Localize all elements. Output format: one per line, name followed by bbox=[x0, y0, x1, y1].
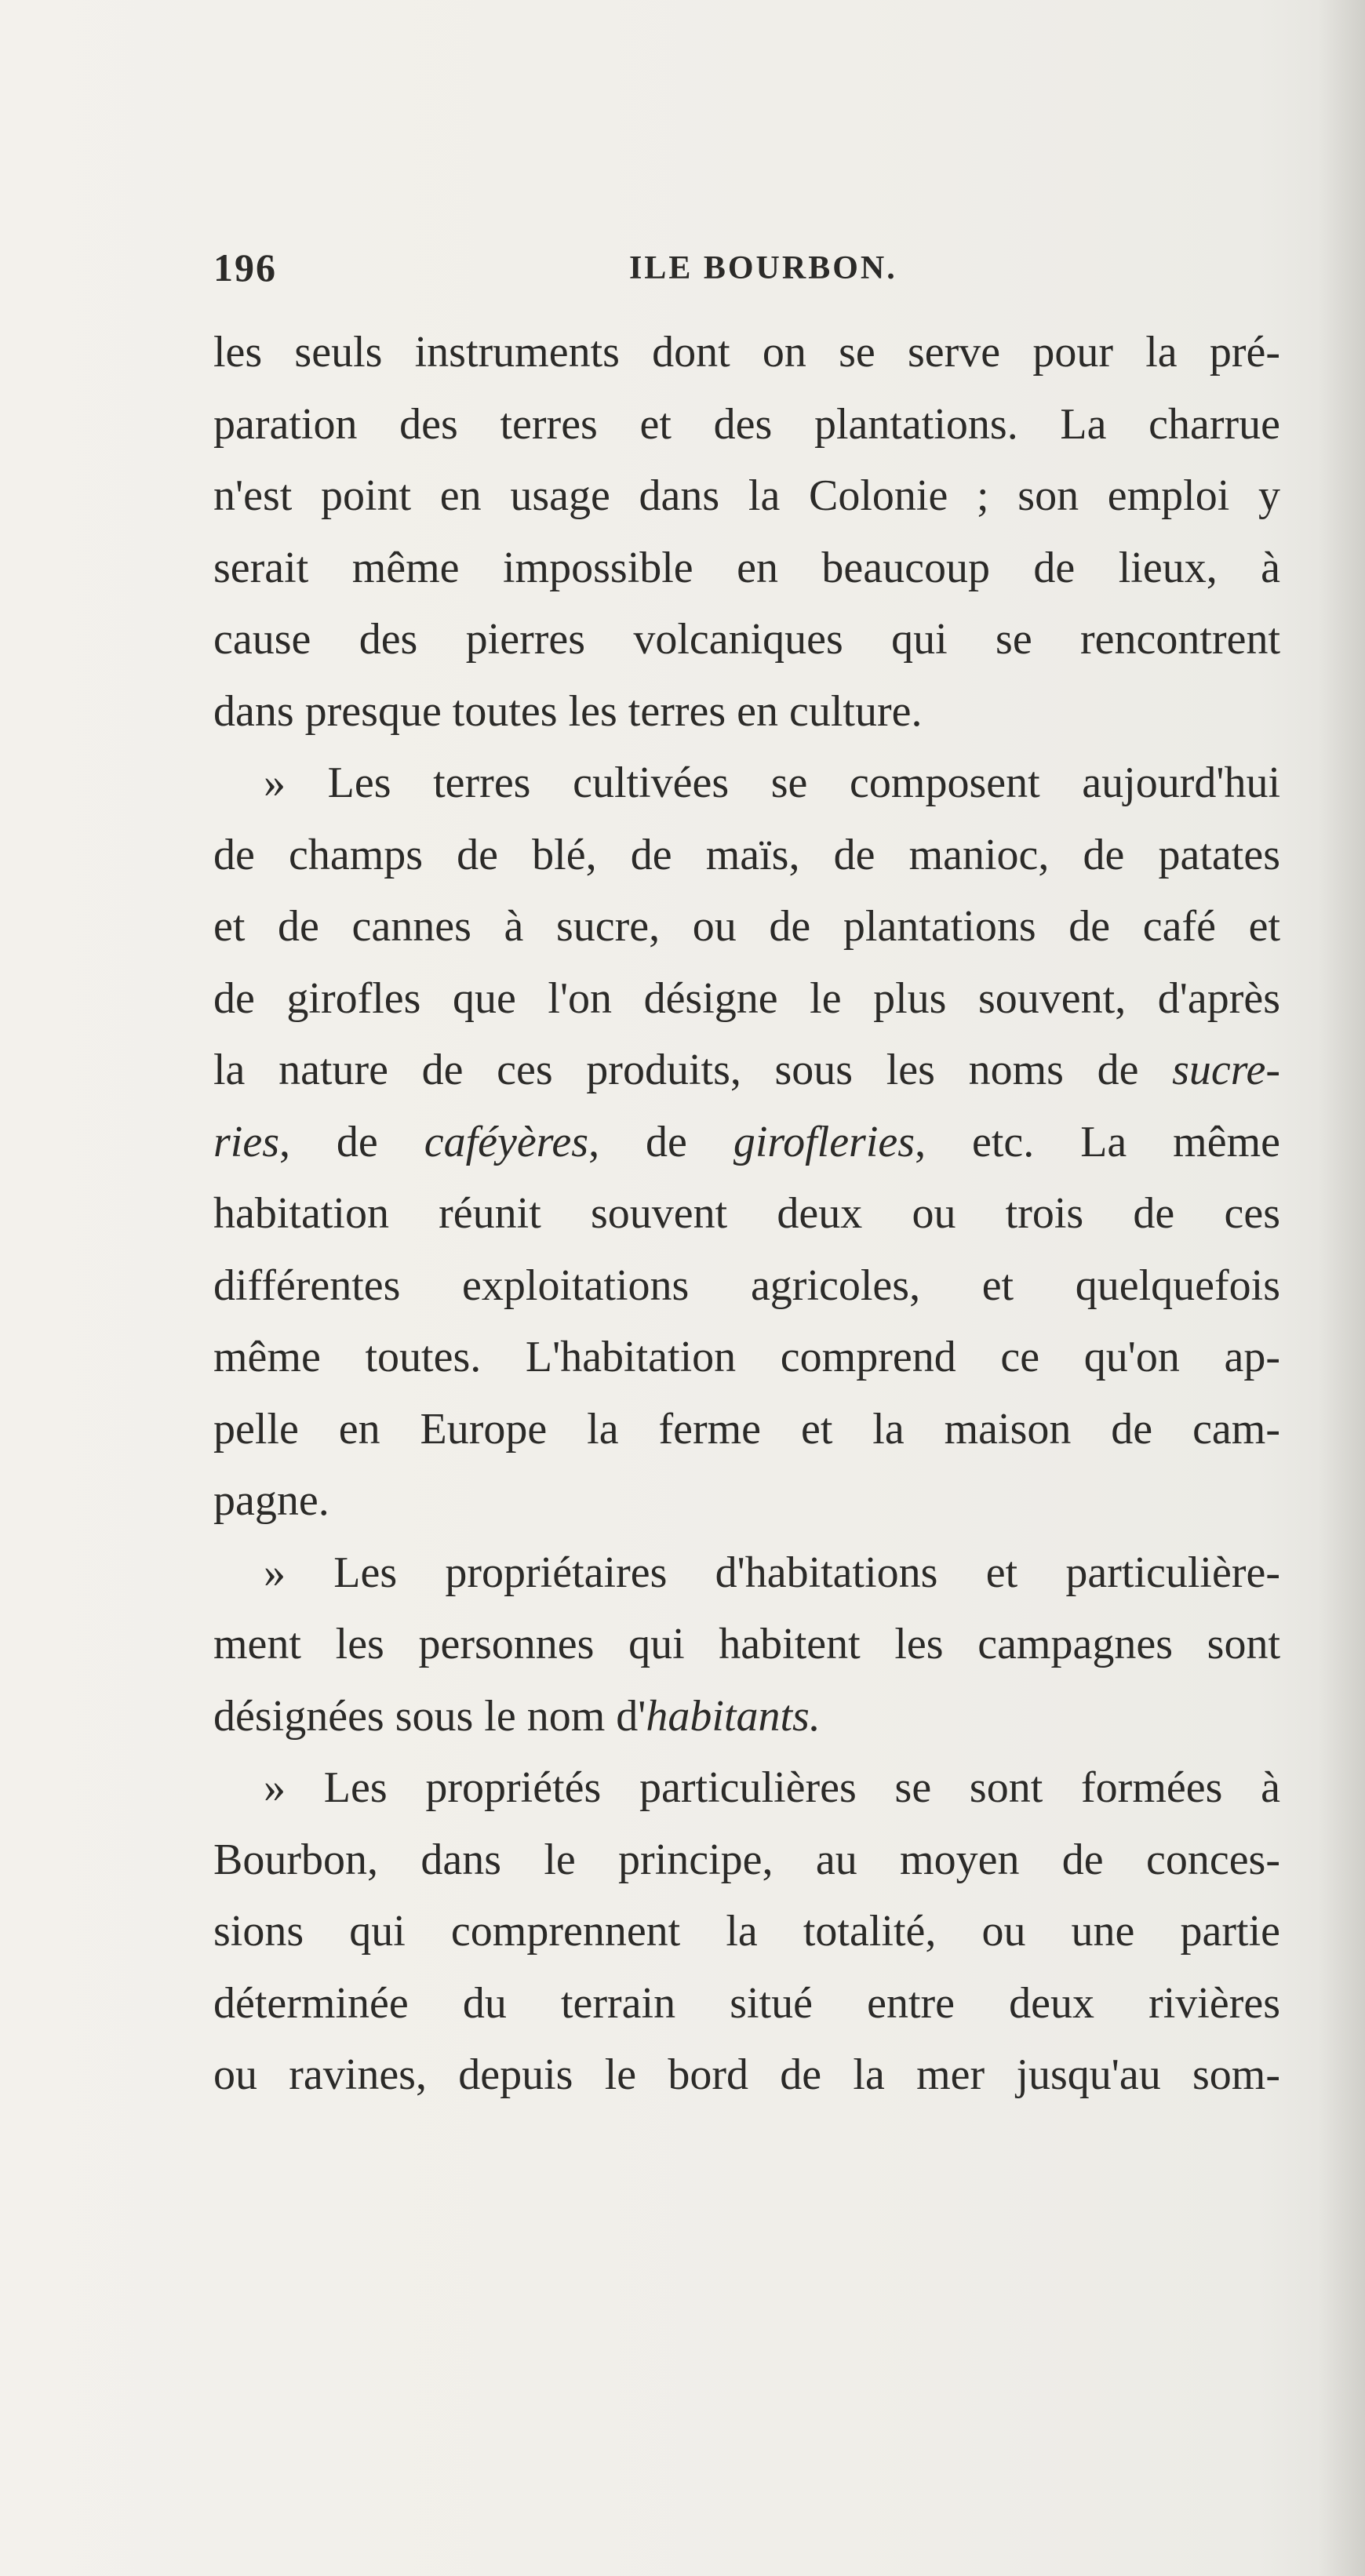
text-line: même toutes. L'habitation comprend ce qu'on ap- bbox=[213, 1333, 1280, 1381]
text-line: différentes exploitations agricoles, et quelquefois bbox=[213, 1261, 1280, 1310]
text-segment: la nature de ces produits, sous les noms de bbox=[213, 1046, 1139, 1094]
italic-term: girofleries bbox=[733, 1117, 915, 1166]
text-line: habitation réunit souvent deux ou trois de ces bbox=[213, 1189, 1280, 1238]
text-segment: d' bbox=[616, 1691, 646, 1741]
text-line: de champs de blé, de maïs, de manioc, de patates bbox=[213, 830, 1280, 879]
text-line: les seuls instruments dont on se serve pour la pré- bbox=[213, 328, 1280, 377]
text-line: ment les personnes qui habitent les campagnes sont bbox=[213, 1620, 1280, 1668]
page-number: 196 bbox=[213, 246, 277, 289]
text-line: de girofles que l'on désigne le plus souvent, d'après bbox=[213, 973, 1280, 1023]
text-segment: désignées sous le nom bbox=[213, 1691, 606, 1741]
text-segment: , de bbox=[588, 1117, 687, 1166]
running-head: ILE BOURBON. bbox=[629, 250, 897, 286]
text-line: serait même impossible en beaucoup de lieux, à bbox=[213, 543, 1280, 592]
text-line: ou ravines, depuis le bord de la mer jusqu'au som- bbox=[213, 2050, 1280, 2099]
body-text bbox=[213, 317, 1280, 2112]
text-line: sions qui comprennent la totalité, ou une partie bbox=[213, 1907, 1280, 1956]
italic-term: habitants. bbox=[646, 1691, 821, 1741]
text-line-mixed bbox=[213, 1681, 1280, 1753]
text-line: déterminée du terrain situé entre deux rivières bbox=[213, 1978, 1280, 2028]
text-line-mixed bbox=[213, 1035, 1280, 1107]
text-line: pagne. bbox=[213, 1476, 329, 1525]
italic-term: ries bbox=[213, 1117, 279, 1166]
text-line: Bourbon, dans le principe, au moyen de conces- bbox=[213, 1835, 1280, 1884]
text-line: » Les propriétés particulières se sont formées à bbox=[264, 1763, 1280, 1812]
page-edge-shadow bbox=[1318, 0, 1365, 2576]
text-segment: , etc. La même bbox=[915, 1117, 1281, 1166]
text-line: n'est point en usage dans la Colonie ; son emploi y bbox=[213, 471, 1280, 520]
text-line: » Les terres cultivées se composent aujourd'hui bbox=[264, 759, 1280, 807]
italic-term: caféyères bbox=[424, 1117, 589, 1166]
text-line: » Les propriétaires d'habitations et particulière- bbox=[264, 1548, 1280, 1597]
italic-term: sucre- bbox=[1172, 1046, 1281, 1094]
text-line: dans presque toutes les terres en culture. bbox=[213, 686, 923, 736]
text-segment: , de bbox=[279, 1117, 378, 1166]
text-line: pelle en Europe la ferme et la maison de cam- bbox=[213, 1404, 1280, 1454]
text-line: cause des pierres volcaniques qui se rencontrent bbox=[213, 615, 1280, 664]
page-header bbox=[213, 245, 1280, 292]
text-line-mixed bbox=[213, 1107, 1280, 1179]
text-line: et de cannes à sucre, ou de plantations de café et bbox=[213, 902, 1280, 951]
text-line: paration des terres et des plantations. La charrue bbox=[213, 399, 1280, 449]
